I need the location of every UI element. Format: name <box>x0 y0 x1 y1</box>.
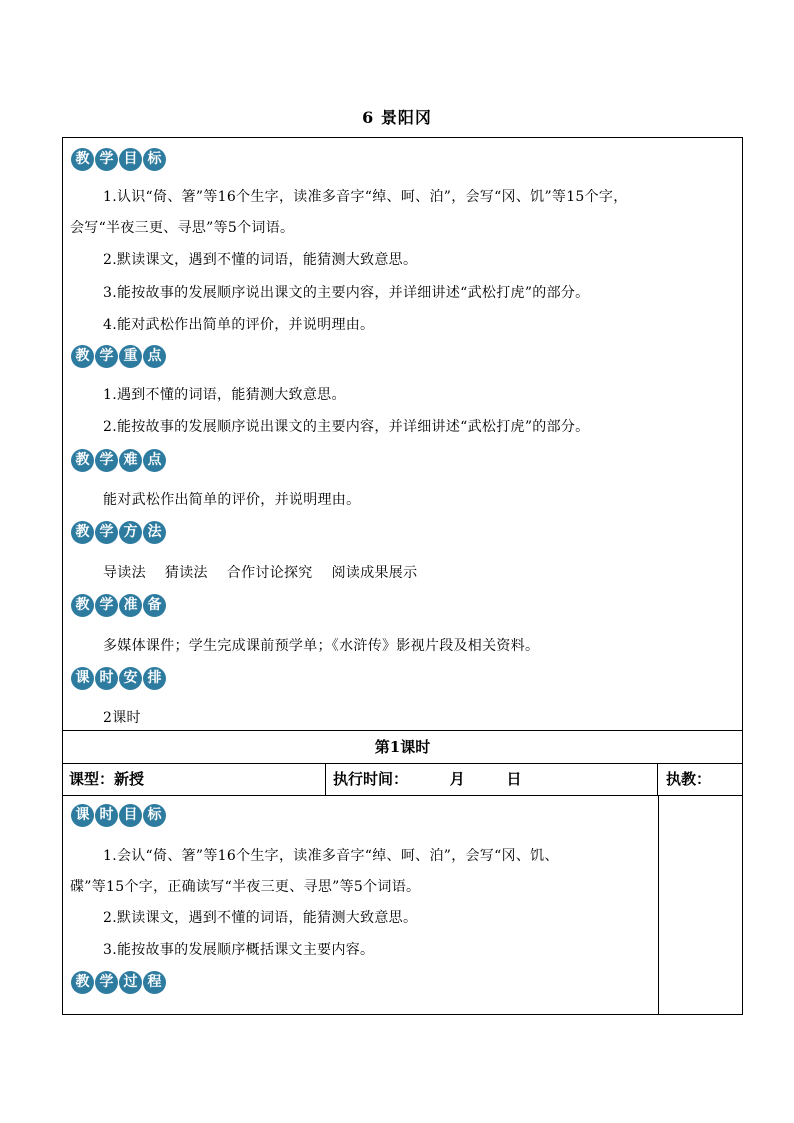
heading-char: 学 <box>95 345 118 368</box>
heading-char: 教 <box>71 594 94 617</box>
side-column-divider <box>658 796 659 1014</box>
lesson-goal-line: 碟”等15个字，正确读写“半夜三更、寻思”等5个词语。 <box>70 879 421 895</box>
goal-line: 4.能对武松作出简单的评价，并说明理由。 <box>103 317 375 333</box>
heading-char: 学 <box>95 148 118 171</box>
heading-char: 目 <box>119 804 142 827</box>
heading-char: 排 <box>143 667 166 690</box>
lesson-goal-line: 2.默读课文，遇到不懂的词语，能猜测大致意思。 <box>103 910 418 926</box>
methods-line: 导读法 猜读法 合作讨论探究 阅读成果展示 <box>103 565 418 581</box>
heading-char: 点 <box>143 449 166 472</box>
goal-line: 会写“半夜三更、寻思”等5个词语。 <box>70 220 295 236</box>
heading-char: 方 <box>119 521 142 544</box>
section-heading-process <box>71 971 166 994</box>
key-point-line: 1.遇到不懂的词语，能猜测大致意思。 <box>103 387 346 403</box>
heading-char: 课 <box>71 804 94 827</box>
goal-line: 2.默读课文，遇到不懂的词语，能猜测大致意思。 <box>103 252 418 268</box>
heading-char: 点 <box>143 345 166 368</box>
heading-char: 学 <box>95 449 118 472</box>
heading-char: 学 <box>95 971 118 994</box>
heading-char: 教 <box>71 449 94 472</box>
section-heading-schedule <box>71 667 166 690</box>
heading-char: 课 <box>71 667 94 690</box>
section-heading-methods <box>71 521 166 544</box>
page-title: 6 景阳冈 <box>362 108 432 127</box>
key-point-line: 2.能按故事的发展顺序说出课文的主要内容，并详细讲述“武松打虎”的部分。 <box>103 419 590 435</box>
heading-char: 时 <box>95 667 118 690</box>
section-heading-key-points <box>71 345 166 368</box>
heading-char: 学 <box>95 594 118 617</box>
heading-char: 标 <box>143 804 166 827</box>
heading-char: 标 <box>143 148 166 171</box>
heading-char: 时 <box>95 804 118 827</box>
heading-char: 教 <box>71 521 94 544</box>
heading-char: 教 <box>71 345 94 368</box>
heading-char: 重 <box>119 345 142 368</box>
lesson-goal-line: 3.能按故事的发展顺序概括课文主要内容。 <box>103 942 375 958</box>
heading-char: 备 <box>143 594 166 617</box>
section-heading-difficulties <box>71 449 166 472</box>
lesson-goal-line: 1.会认“倚、箸”等16个生字，读准多音字“绰、呵、泊”，会写“冈、饥、 <box>103 848 559 864</box>
session-title: 第1课时 <box>62 731 743 764</box>
goal-line: 3.能按故事的发展顺序说出课文的主要内容，并详细讲述“武松打虎”的部分。 <box>103 285 590 301</box>
schedule-line: 2课时 <box>103 710 141 726</box>
heading-char: 准 <box>119 594 142 617</box>
heading-char: 程 <box>143 971 166 994</box>
teacher-label: 执教： <box>666 770 712 788</box>
execution-time: 执行时间： 月 日 <box>326 764 658 795</box>
heading-char: 目 <box>119 148 142 171</box>
section-heading-lesson-goals <box>71 804 166 827</box>
heading-char: 教 <box>71 148 94 171</box>
difficulty-line: 能对武松作出简单的评价，并说明理由。 <box>103 492 361 508</box>
heading-char: 过 <box>119 971 142 994</box>
preparation-line: 多媒体课件；学生完成课前预学单；《水浒传》影视片段及相关资料。 <box>103 638 540 654</box>
heading-char: 教 <box>71 971 94 994</box>
heading-char: 学 <box>95 521 118 544</box>
heading-char: 法 <box>143 521 166 544</box>
heading-char: 安 <box>119 667 142 690</box>
lesson-type: 课型：新授 <box>63 764 326 795</box>
section-heading-preparation <box>71 594 166 617</box>
section-heading-goals <box>71 148 166 171</box>
goal-line: 1.认识“倚、箸”等16个生字，读准多音字“绰、呵、泊”，会写“冈、饥”等15个字， <box>103 189 628 205</box>
heading-char: 难 <box>119 449 142 472</box>
session-meta-row <box>62 764 743 796</box>
